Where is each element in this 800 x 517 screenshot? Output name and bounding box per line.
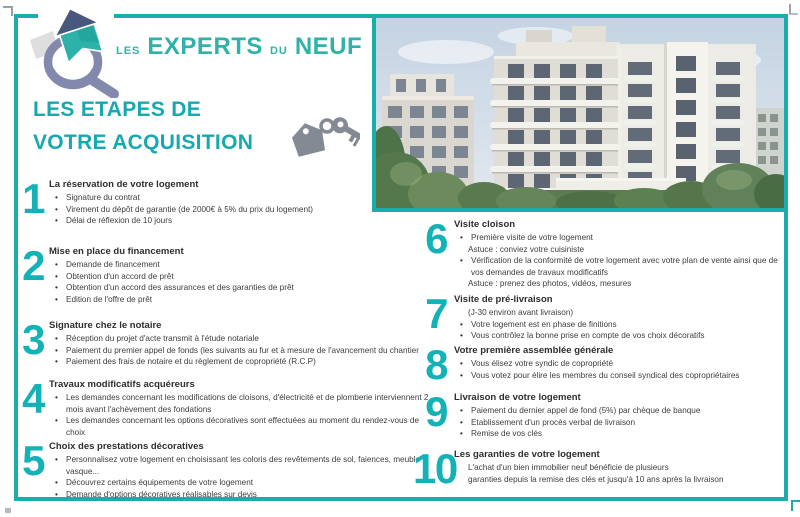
item-text: Obtention d'un accord des assurances et des garanties de prêt <box>66 283 294 292</box>
step-note-item <box>454 244 780 256</box>
step-bullet-item <box>49 489 434 501</box>
item-text: Paiement du premier appel de fonds (les suivants au fur et à mesure de l'avancement du chantier <box>66 345 419 355</box>
step-number: 1 <box>22 175 44 222</box>
step-number: 10 <box>413 445 457 492</box>
page-title-line2: VOTRE ACQUISITION <box>33 131 254 154</box>
logo-word-neuf: NEUF <box>294 33 363 60</box>
step-bullet-item <box>454 358 780 370</box>
step-heading: Votre première assemblée générale <box>454 345 614 356</box>
step-note-item <box>454 474 780 486</box>
step-items <box>454 462 780 485</box>
building-illustration <box>376 18 784 208</box>
step-bullet-item <box>454 255 780 278</box>
item-text: (J-30 environ avant livraison) <box>468 308 574 317</box>
step-items <box>454 232 780 290</box>
step-10 <box>413 445 783 492</box>
item-text: Les demandes concernant les options décoratives sont effectuées au moment du rendez-vous de choix <box>66 416 420 437</box>
bullet-marker: • <box>55 216 58 225</box>
item-text: Demande d'options décoratives réalisables sur devis <box>66 489 257 499</box>
step-4 <box>17 375 434 438</box>
bullet-marker: • <box>460 359 463 368</box>
logo-word-du: DU <box>269 45 288 57</box>
step-heading: Mise en place du financement <box>49 246 184 257</box>
house-magnifier-icon <box>26 0 122 98</box>
bullet-marker: • <box>460 331 463 340</box>
bullet-marker: • <box>55 416 58 425</box>
item-text: Etablissement d'un procès verbal de livraison <box>471 417 636 427</box>
step-heading: Livraison de votre logement <box>454 392 581 403</box>
step-5 <box>17 437 434 500</box>
bullet-marker: • <box>460 429 463 438</box>
item-text: Délai de réflexion de 10 jours <box>66 216 173 225</box>
page-title <box>33 93 253 159</box>
step-bullet-item <box>454 405 780 417</box>
bullet-marker: • <box>55 294 58 304</box>
step-heading: Choix des prestations décoratives <box>49 441 204 452</box>
item-text: Edition de l'offre de prêt <box>66 294 153 304</box>
bullet-marker: • <box>55 260 58 269</box>
step-number: 7 <box>425 290 447 337</box>
step-number: 8 <box>425 341 447 388</box>
step-heading: Signature chez le notaire <box>49 320 162 331</box>
step-1 <box>17 175 434 227</box>
item-text: Réception du projet d'acte transmit à l'étude notariale <box>66 334 259 343</box>
step-items <box>49 333 434 368</box>
item-text: Vous élisez votre syndic de copropriété <box>471 359 613 368</box>
item-text: Virement du dépôt de garantie (de 2000€ à 5% du prix du logement) <box>66 204 314 214</box>
step-7 <box>413 290 783 342</box>
bullet-marker: • <box>55 455 58 464</box>
item-text: Astuce : prenez des photos, vidéos, mesures <box>468 279 632 288</box>
page-title-line1: LES ETAPES DE <box>33 98 202 121</box>
step-number: 9 <box>425 388 447 435</box>
step-items <box>49 392 434 438</box>
step-3 <box>17 316 434 368</box>
logo-word-experts: EXPERTS <box>147 33 263 60</box>
bullet-marker: • <box>55 393 58 402</box>
bullet-marker: • <box>55 345 58 355</box>
step-bullet-item <box>454 370 780 382</box>
item-text: Astuce : conviez votre cuisiniste <box>468 244 585 254</box>
step-number: 5 <box>22 437 44 484</box>
building-photo <box>372 14 788 212</box>
step-heading: La réservation de votre logement <box>49 179 199 190</box>
item-text: Vous votez pour élire les membres du conseil syndical des copropriétaires <box>471 370 740 380</box>
bullet-marker: • <box>55 357 58 366</box>
item-text: Paiement du dernier appel de fond (5%) par chèque de banque <box>471 406 701 415</box>
item-text: Remise de vos clés <box>471 429 542 438</box>
bullet-marker: • <box>55 204 58 214</box>
step-bullet-item <box>49 333 434 345</box>
item-text: Personnalisez votre logement en choisissant les coloris des revêtements de sol, faiences, meuble vasque... <box>66 455 421 476</box>
step-bullet-item <box>454 417 780 429</box>
step-bullet-item <box>49 282 434 294</box>
step-bullet-item <box>49 392 434 415</box>
step-items <box>454 405 780 440</box>
step-bullet-item <box>454 428 780 440</box>
step-note-item <box>454 462 780 474</box>
bullet-marker: • <box>460 406 463 415</box>
step-number: 2 <box>22 242 44 289</box>
bullet-marker: • <box>460 256 463 265</box>
step-items <box>49 259 434 305</box>
item-text: garanties depuis la remise des clés et jusqu'à 10 ans après la livraison <box>468 474 724 484</box>
item-text: Première visite de votre logement <box>471 233 593 242</box>
item-text: Obtention d'un accord de prêt <box>66 271 174 281</box>
step-bullet-item <box>49 415 434 438</box>
step-number: 4 <box>22 375 44 422</box>
step-bullet-item <box>49 215 434 227</box>
logo-word-les: LES <box>116 45 141 57</box>
step-note-item <box>454 307 780 319</box>
keys-icon <box>282 110 360 162</box>
step-bullet-item <box>454 330 780 342</box>
bullet-marker: • <box>55 334 58 343</box>
bullet-marker: • <box>55 283 58 292</box>
crop-mark-top-left <box>3 6 13 16</box>
crop-mark-bottom-left <box>5 508 11 513</box>
item-text: Vérification de la conformité de votre logement avec votre plan de vente ainsi que de vos demandes de travaux modificatifs <box>471 256 778 277</box>
step-8 <box>413 341 783 388</box>
step-9 <box>413 388 783 440</box>
item-text: Découvrez certains équipements de votre logement <box>66 478 254 487</box>
item-text: Paiement des frais de notaire et du règlement de copropriété (R.C.P) <box>66 357 316 366</box>
item-text: Votre logement est en phase de finitions <box>471 319 617 329</box>
step-heading: Visite de pré-livraison <box>454 294 553 305</box>
step-bullet-item <box>454 232 780 244</box>
step-bullet-item <box>454 319 780 331</box>
step-bullet-item <box>49 454 434 477</box>
bullet-marker: • <box>55 193 58 202</box>
step-bullet-item <box>49 271 434 283</box>
bullet-marker: • <box>55 271 58 281</box>
step-note-item <box>454 278 780 290</box>
step-6 <box>413 215 783 290</box>
step-heading: Travaux modificatifs acquéreurs <box>49 379 195 390</box>
step-bullet-item <box>49 204 434 216</box>
logo-wordmark <box>116 33 362 61</box>
crop-mark-bottom-right <box>791 500 800 511</box>
step-items <box>454 358 780 381</box>
step-bullet-item <box>49 259 434 271</box>
item-text: Vous contrôlez la bonne prise en compte de vos choix décoratifs <box>471 331 705 340</box>
item-text: Demande de financement <box>66 260 160 269</box>
step-heading: Les garanties de votre logement <box>454 449 600 460</box>
bullet-marker: • <box>460 417 463 427</box>
step-2 <box>17 242 434 305</box>
bullet-marker: • <box>460 233 463 242</box>
item-text: Signature du contrat <box>66 193 140 202</box>
step-bullet-item <box>49 345 434 357</box>
step-number: 3 <box>22 316 44 363</box>
step-items <box>49 192 434 227</box>
step-number: 6 <box>425 215 447 262</box>
step-items <box>49 454 434 500</box>
bullet-marker: • <box>55 489 58 499</box>
crop-mark-top-right <box>789 4 798 15</box>
step-heading: Visite cloison <box>454 219 516 230</box>
item-text: Les demandes concernant les modifications de cloisons, d'électricité et de plomberie interviennent 2 mois avant l'achèvement des fondations <box>66 393 429 414</box>
bullet-marker: • <box>460 370 463 380</box>
step-items <box>454 307 780 342</box>
step-bullet-item <box>49 294 434 306</box>
step-bullet-item <box>49 356 434 368</box>
step-bullet-item <box>49 192 434 204</box>
bullet-marker: • <box>55 478 58 487</box>
step-bullet-item <box>49 477 434 489</box>
item-text: L'achat d'un bien immobilier neuf bénéficie de plusieurs <box>468 463 669 472</box>
bullet-marker: • <box>460 319 463 329</box>
